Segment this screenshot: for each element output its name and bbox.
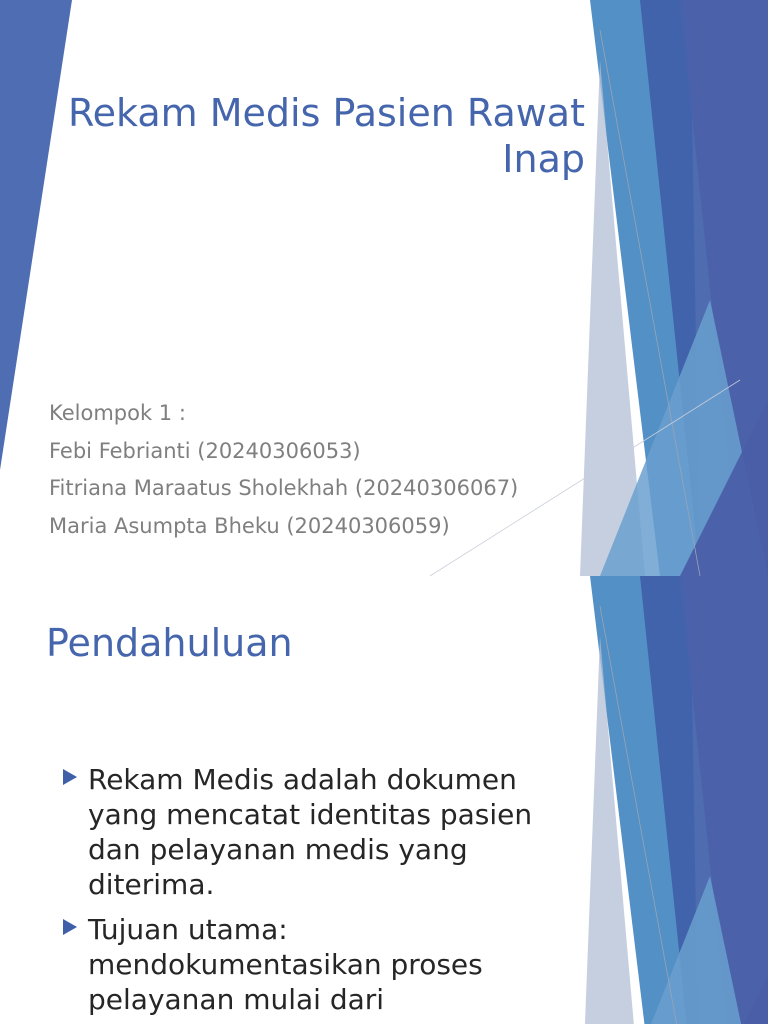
slide-title: Rekam Medis Pasien Rawat Inap (67, 91, 585, 181)
member-name: Maria Asumpta Bheku (20240306059) (49, 513, 450, 538)
bullet-text: Rekam Medis adalah dokumen yang mencatat identitas pasien dan pelayanan medis yang diterima. (88, 763, 533, 901)
subtitle-block (49, 395, 609, 545)
content-slide (0, 576, 768, 1024)
bullet-item (60, 762, 580, 902)
member-name: Fitriana Maraatus Sholekhah (20240306067) (49, 476, 519, 500)
member-name: Febi Febrianti (20240306053) (49, 438, 361, 463)
group-label: Kelompok 1 : (49, 401, 186, 425)
triangle-right-icon (62, 768, 78, 786)
slide-title: Pendahuluan (46, 621, 293, 665)
bullet-item (60, 912, 580, 1017)
bullet-text: Tujuan utama: mendokumentasikan proses pelayanan mulai dari (88, 913, 483, 1016)
bullet-list (60, 762, 580, 1024)
triangle-right-icon (62, 918, 78, 936)
